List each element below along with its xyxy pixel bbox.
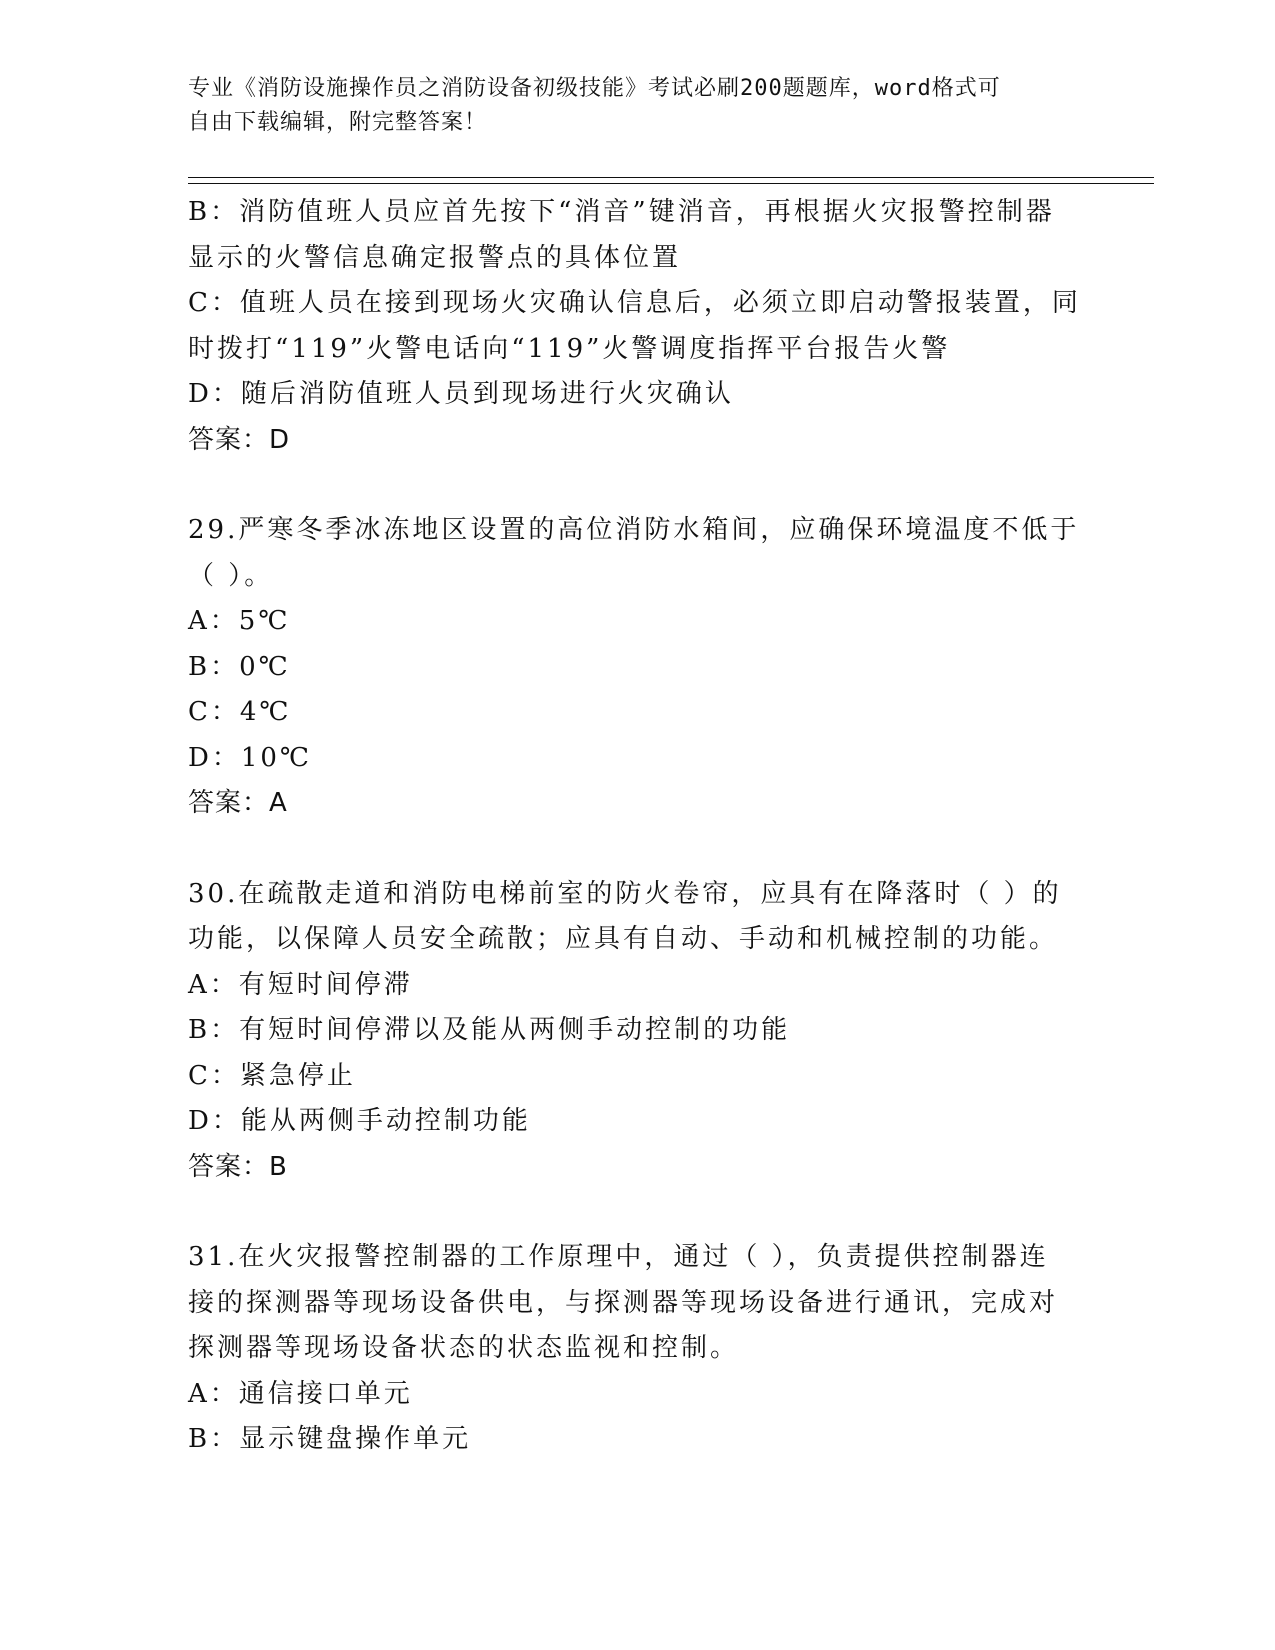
option-line: D：能从两侧手动控制功能 [188,1106,531,1136]
option-line: A：通信接口单元 [188,1378,413,1409]
question-block-30 [188,872,1088,1191]
page-header [188,72,1068,140]
question-block-31 [188,1235,1088,1463]
question-block-29 [188,508,1088,827]
question-content [188,190,1088,1463]
option-line: C：4℃ [188,697,292,727]
option-line: B：消防值班人员应首先按下“消音”键消音，再根据火灾报警控制器 [188,197,1055,227]
option-line: A：有短时间停滞 [188,969,413,1000]
option-line: B：有短时间停滞以及能从两侧手动控制的功能 [188,1015,791,1045]
question-text: 功能，以保障人员安全疏散；应具有自动、手动和机械控制的功能。 [188,924,1059,954]
question-text: 31.在火灾报警控制器的工作原理中，通过（ ），负责提供控制器连 [188,1242,1049,1272]
option-line: D：随后消防值班人员到现场进行火灾确认 [188,379,734,409]
option-line: D：10℃ [188,742,313,773]
question-block-28 [188,190,1088,463]
question-text: 接的探测器等现场设备供电，与探测器等现场设备进行通讯，完成对 [188,1287,1059,1318]
header-divider [188,177,1154,178]
option-line: A：5℃ [188,606,291,636]
option-line: B：0℃ [188,651,291,682]
option-line: B：显示键盘操作单元 [188,1424,472,1454]
option-line: 时拨打“119”火警电话向“119”火警调度指挥平台报告火警 [188,333,951,364]
option-line: C：紧急停止 [188,1060,356,1091]
header-divider [188,183,1154,184]
answer-line: 答案：D [188,424,291,455]
header-line: 专业《消防设施操作员之消防设备初级技能》考试必刷200题题库，word格式可 [188,76,1001,101]
header-line: 自由下载编辑，附完整答案！ [188,110,488,135]
question-text: （ ）。 [188,560,274,591]
question-text: 30.在疏散走道和消防电梯前室的防火卷帘，应具有在降落时（ ）的 [188,878,1062,909]
answer-line: 答案：A [188,788,288,818]
option-line: C：值班人员在接到现场火灾确认信息后，必须立即启动警报装置，同 [188,288,1081,318]
answer-line: 答案：B [188,1151,288,1182]
option-line: 显示的火警信息确定报警点的具体位置 [188,242,682,273]
question-text: 29.严寒冬季冰冻地区设置的高位消防水箱间，应确保环境温度不低于 [188,515,1080,545]
question-text: 探测器等现场设备状态的状态监视和控制。 [188,1333,740,1363]
